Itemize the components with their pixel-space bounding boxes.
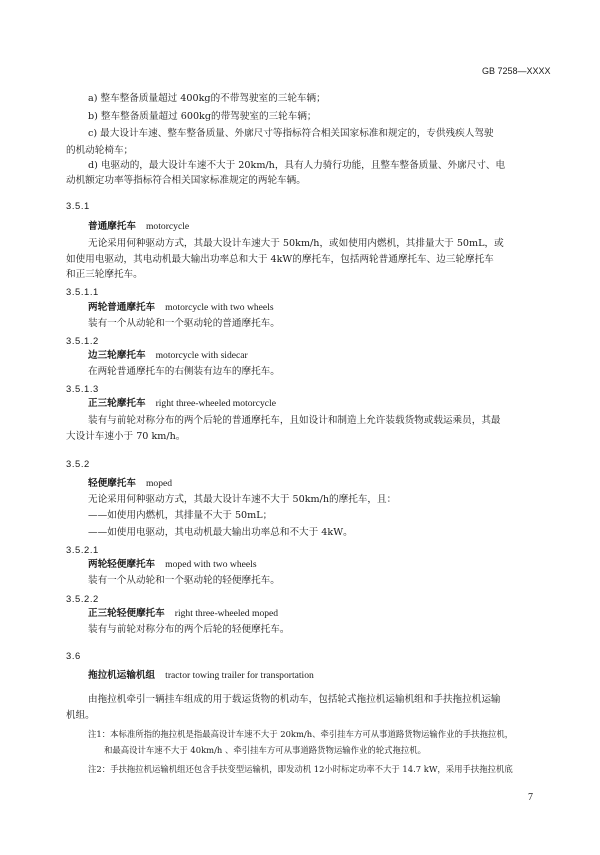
term-heading [88,478,172,490]
term-en: right three-wheeled motorcycle [155,398,276,409]
term-heading [88,302,274,314]
list-item-c-continued: 的机动轮椅车； [66,145,134,156]
term-cn: 边三轮摩托车 [88,350,146,361]
list-item-d: d) 电驱动的，最大设计车速不大于 20km/h，具有人力骑行功能，且整车整备质量、外廓尺寸、电 [88,160,506,171]
section-number: 3.5.2 [66,458,90,469]
term-cn: 正三轮摩托车 [88,398,146,409]
standard-code-header: GB 7258—XXXX [482,66,551,76]
note-1-continued: 和最高设计车速不大于 40km/h 、牵引挂车方可从事道路货物运输作业的轮式拖拉机。 [104,745,426,755]
list-item-a: a) 整车整备质量超过 400kg的不带驾驶室的三轮车辆； [88,93,326,104]
definition-line: 在两轮普通摩托车的右侧装有边车的摩托车。 [88,366,280,377]
term-heading [88,398,276,410]
list-item-c: c) 最大设计车速、整车整备质量、外廓尺寸等指标符合相关国家标准和规定的，专供残疾人驾驶 [88,128,494,139]
term-en: motorcycle with sidecar [155,350,248,361]
section-number: 3.5.1.3 [66,383,99,394]
section-number: 3.5.1.2 [66,335,99,346]
term-en: motorcycle with two wheels [165,302,274,313]
page-number: 7 [528,792,533,803]
term-cn: 两轮轻便摩托车 [88,559,156,570]
term-cn: 两轮普通摩托车 [88,302,156,313]
definition-line: ——如使用电驱动，其电动机最大输出功率总和不大于 4kW。 [88,527,353,538]
note-2: 注2：手扶拖拉机运输机组还包含手扶变型运输机，即发动机 12小时标定功率不大于 14.7 kW，采用手扶拖拉机底 [88,764,513,774]
definition-line: 机组。 [66,710,95,721]
term-en: right three-wheeled moped [174,608,279,619]
list-item-b: b) 整车整备质量超过 600kg的带驾驶室的三轮车辆； [88,111,317,122]
term-en: motorcycle [145,221,190,232]
term-en: moped with two wheels [165,559,257,570]
term-cn: 拖拉机运输机组 [88,670,156,681]
term-heading [88,670,314,682]
section-number: 3.5.1 [66,200,90,211]
definition-line: 无论采用何种驱动方式，其最大设计车速不大于 50km/h的摩托车，且： [88,494,397,505]
definition-line: 装有与前轮对称分布的两个后轮的轻便摩托车。 [88,624,290,635]
section-number: 3.5.2.2 [66,593,99,604]
term-heading [88,608,278,620]
term-heading [88,559,257,571]
section-number: 3.5.1.1 [66,286,99,297]
term-cn: 普通摩托车 [88,221,136,232]
definition-line: 无论采用何种驱动方式，其最大设计车速大于 50km/h，或如使用内燃机，其排量大于 50mL，或 [88,238,504,249]
definition-line: 和正三轮摩托车。 [66,269,143,280]
definition-line: 由拖拉机牵引一辆挂车组成的用于载运货物的机动车，包括轮式拖拉机运输机组和手扶拖拉机运输 [88,694,501,705]
term-heading [88,221,189,233]
definition-line: 装有与前轮对称分布的两个后轮的普通摩托车，且如设计和制造上允许装载货物或载运乘员，其最 [88,415,501,426]
term-cn: 轻便摩托车 [88,478,136,489]
section-number: 3.6 [66,650,81,661]
definition-line: ——如使用内燃机，其排量不大于 50mL； [88,510,273,521]
definition-line: 大设计车速小于 70 km/h。 [66,431,186,442]
definition-line: 如使用电驱动，其电动机最大输出功率总和大于 4kW的摩托车，包括两轮普通摩托车、边三轮摩托车 [66,254,494,265]
definition-line: 装有一个从动轮和一个驱动轮的轻便摩托车。 [88,575,280,586]
definition-line: 装有一个从动轮和一个驱动轮的普通摩托车。 [88,318,280,329]
note-1: 注1：本标准所指的拖拉机是指最高设计车速不大于 20km/h、牵引挂车方可从事道路货物运输作业的手扶拖拉机， [88,729,514,739]
term-en: tractor towing trailer for transportation [165,670,314,681]
list-item-d-continued: 动机额定功率等指标符合相关国家标准规定的两轮车辆。 [66,175,306,186]
term-cn: 正三轮轻便摩托车 [88,608,165,619]
section-number: 3.5.2.1 [66,544,99,555]
term-en: moped [145,478,173,489]
term-heading [88,350,248,362]
